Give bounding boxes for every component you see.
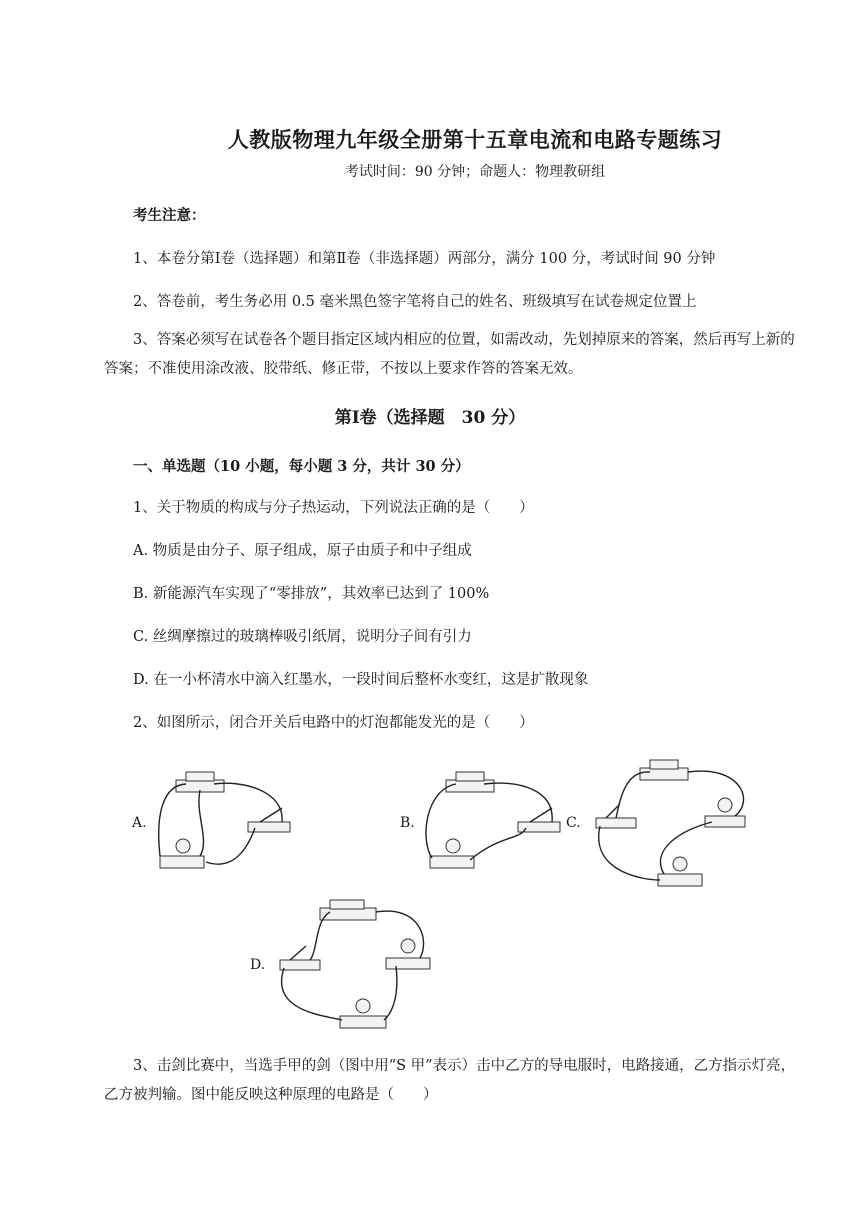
notice-item-3: 3、答案必须写在试卷各个题目指定区域内相应的位置，如需改动，先划掉原来的答案，然后再写上新的答案；不准使用涂改液、胶带纸、修正带，不按以上要求作答的答案无效。: [104, 332, 795, 377]
section-title: 第Ⅰ卷（选择题 30 分）: [334, 408, 526, 428]
question-1-option-c: C. 丝绸摩擦过的玻璃棒吸引纸屑，说明分子间有引力: [133, 629, 472, 645]
question-1-option-a: A. 物质是由分子、原子组成，原子由质子和中子组成: [133, 543, 472, 559]
question-1-option-d: D. 在一小杯清水中滴入红墨水，一段时间后整杯水变红，这是扩散现象: [133, 672, 589, 688]
figure-label-c: C.: [566, 815, 581, 831]
exam-info: 考试时间：90 分钟；命题人：物理教研组: [344, 164, 606, 180]
notice-item-1: 1、本卷分第Ⅰ卷（选择题）和第Ⅱ卷（非选择题）两部分，满分 100 分，考试时间 90 分钟: [133, 251, 716, 267]
part-title: 一、单选题（10 小题，每小题 3 分，共计 30 分）: [133, 458, 470, 475]
question-3-stem: 3、击剑比赛中，当选手甲的剑（图中用“S 甲”表示）击中乙方的导电服时，电路接通，乙方指示灯亮，乙方被判输。图中能反映这种原理的电路是（ ）: [104, 1058, 796, 1103]
circuit-c: [596, 760, 745, 886]
figure-label-d: D.: [250, 957, 266, 973]
figure-label-b: B.: [400, 815, 415, 831]
circuit-b: [426, 772, 560, 868]
notice-item-2: 2、答卷前，考生务必用 0.5 毫米黑色签字笔将自己的姓名、班级填写在试卷规定位置上: [133, 294, 697, 310]
question-2-stem: 2、如图所示，闭合开关后电路中的灯泡都能发光的是（ ）: [133, 715, 534, 731]
figure-label-a: A.: [132, 815, 147, 831]
circuit-d: [280, 900, 430, 1028]
circuit-a: [159, 772, 290, 868]
page-title: 人教版物理九年级全册第十五章电流和电路专题练习: [227, 127, 723, 152]
question-1-option-b: B. 新能源汽车实现了“零排放”，其效率已达到了 100%: [133, 586, 490, 602]
question-1-stem: 1、关于物质的构成与分子热运动，下列说法正确的是（ ）: [133, 500, 534, 516]
notice-heading: 考生注意：: [133, 207, 206, 224]
